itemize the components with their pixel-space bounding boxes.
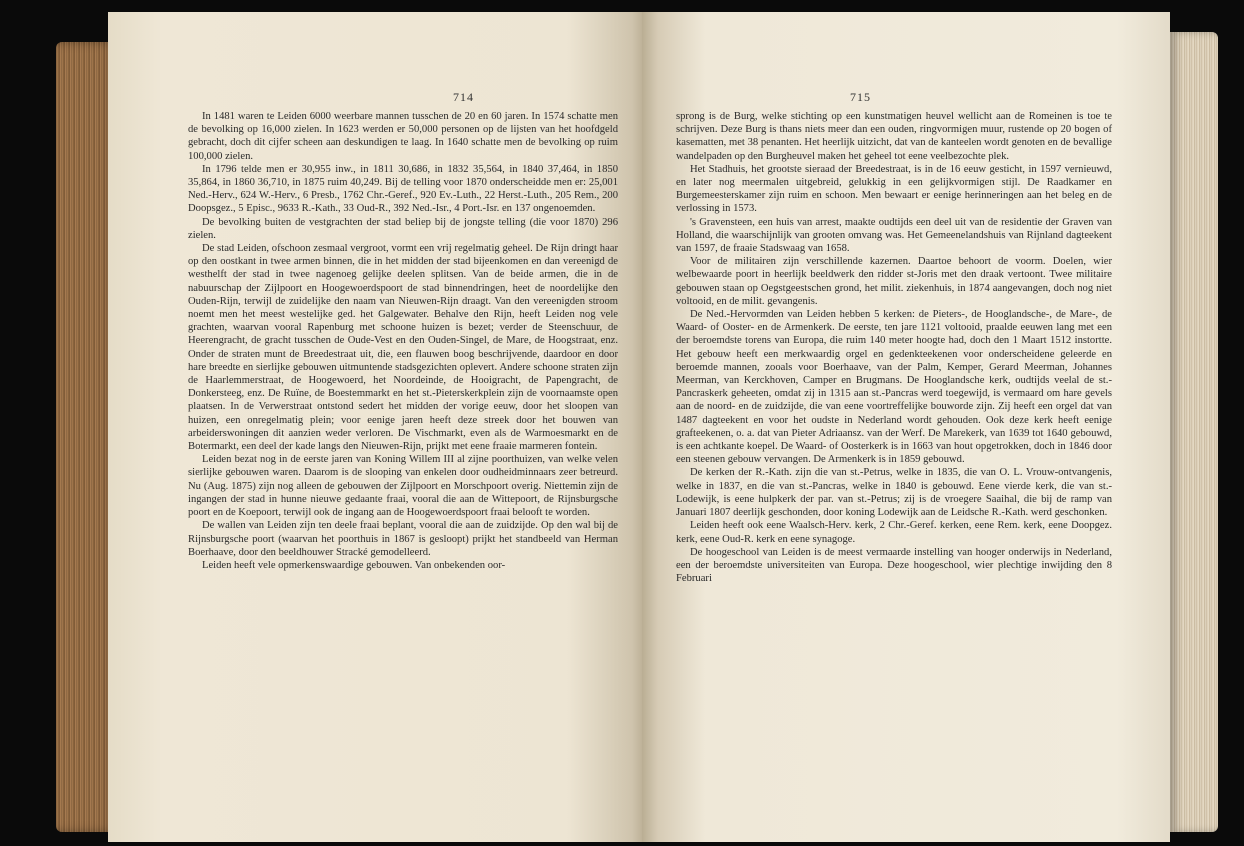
- right-page: [642, 12, 1170, 842]
- paragraph: Leiden bezat nog in de eerste jaren van Koning Willem III al zijne poorthuizen, van welke velen sierlijke gebouwen waren. Daarom is de slooping van enkelen door oudheidminnaars zeer betreurd. Nu (Aug. 1875) zijn nog alleen de gebouwen der Zijlpoort en Morschpoort overig. Niettemin zijn de ingangen der stad in hunne nieuwe gedaante fraai, vooral die aan de Wittepoort, de Rijnsburgsche poort en de Koepoort, terwijl ook de ingang aan de Hoogewoerdspoort fraai belooft te worden.: [188, 454, 618, 519]
- book-edge-left: [56, 42, 116, 832]
- paragraph: In 1796 telde men er 30,955 inw., in 1811 30,686, in 1832 35,564, in 1840 37,464, in 1850 35,864, in 1860 36,710, in 1875 ruim 40,249. Bij de telling voor 1870 onderscheidde men er: 25,001 Ned.-Herv., 624 W.-Herv., 6 Presb., 1762 Chr.-Geref., 920 Ev.-Luth., 22 Herst.-Luth., 205 Rem., 200 Doopsgez., 5 Episc., 9633 R.-Kath., 33 Oud-R., 392 Ned.-Isr., 4 Port.-Isr. en 137 ongenoemden.: [188, 163, 618, 215]
- paragraph: De Ned.-Hervormden van Leiden hebben 5 kerken: de Pieters-, de Hooglandsche-, de Mare-, de Waard- of Ooster- en de Armenkerk. De eerste, ten jare 1121 voltooid, praalde eeuwen lang met een der beroemdste torens van Europa, die ruim 140 meter hoogte had, doch den 1 Maart 1512 instortte. Het gebouw heeft een merkwaardig orgel en gedenkteekenen voor onderscheidene geleerde en beroemde mannen, zooals voor Boerhaave, van der Palm, Kemper, Gerard Meerman, Johannes Meerman, van Kerckhoven, Camper en Brugmans. De Hooglandsche kerk, oudtijds veelal de st.-Pancraskerk geheeten, omdat zij in 1315 aan st.-Pancras werd toegewijd, is vermaard om hare gevels aan de noord- en de zuidzijde, die van eene voortreffelijke bouworde zijn. Zij heeft een orgel dat van 1487 dagteekent en voor het oudste in Nederland wordt gehouden. Ook deze kerk heeft eenige grafteekenen, o. a. dat van Pieter Adriaansz. van der Werf. De Marekerk, van 1639 tot 1640 gebouwd, is een achtkante koepel. De Waard- of Oosterkerk is in 1663 van hout opgetrokken, doch in 1846 door een steenen gebouw vervangen. De Armenkerk is in 1859 gebouwd.: [676, 309, 1112, 466]
- paragraph: sprong is de Burg, welke stichting op een kunstmatigen heuvel wellicht aan de Romeinen is toe te schrijven. Deze Burg is thans niets meer dan een ouden, ringvormigen muur, rustende op 20 bogen of kasematten, met 38 penanten. Het heerlijk uitzicht, dat van de kanteelen wordt genoten en de bevallige wandelpaden op den Burgheuvel maken het geheel tot eene veelbezochte plek.: [676, 111, 1112, 162]
- paragraph: De hoogeschool van Leiden is de meest vermaarde instelling van hooger onderwijs in Nederland, een der beroemdste universiteiten van Europa. Deze hoogeschool, wier plechtige inwijding den 8 Februari: [676, 546, 1112, 585]
- book-edge-right: [1170, 32, 1218, 832]
- paragraph: De bevolking buiten de vestgrachten der stad beliep bij de jongste telling (die voor 1870) 296 zielen.: [188, 216, 618, 241]
- page-number-left: 714: [453, 90, 474, 104]
- paragraph: 's Gravensteen, een huis van arrest, maakte oudtijds een deel uit van de residentie der Graven van Holland, die waarschijnlijk van grooten omvang was. Het Gemeenelandshuis van Rijnland dagteekent van 1597, de fraaie Stadswaag van 1658.: [676, 216, 1112, 255]
- paragraph: Leiden heeft ook eene Waalsch-Herv. kerk, 2 Chr.-Geref. kerken, eene Rem. kerk, eene Doopgez. kerk, eene Oud-R. kerk en eene synagoge.: [676, 520, 1112, 545]
- paragraph: In 1481 waren te Leiden 6000 weerbare mannen tusschen de 20 en 60 jaren. In 1574 schatte men de bevolking op 16,000 zielen. In 1623 werden er 50,000 personen op de lijsten van het hoofdgeld gebracht, doch dit cijfer scheen aan deskundigen te laag. In 1640 schatte men de bevolking op ruim 100,000 zielen.: [188, 111, 618, 162]
- paragraph: De wallen van Leiden zijn ten deele fraai beplant, vooral die aan de zuidzijde. Op den wal bij de Rijnsburgsche poort (waarvan het poorthuis in 1867 is gesloopt) prijkt het standbeeld van Herman Boerhaave, door den beeldhouwer Stracké gemodelleerd.: [188, 520, 618, 558]
- page-number-right: 715: [850, 90, 871, 104]
- paragraph: De stad Leiden, ofschoon zesmaal vergroot, vormt een vrij regelmatig geheel. De Rijn dringt haar op den oostkant in twee armen binnen, die in het midden der stad bijeenkomen en dan vereenigd de westhelft der stad in twee nagenoeg gelijke deelen splitsen. Van de beide armen, die in de nabuurschap der Zijlpoort en Hoogewoerdspoort de stad binnendringen, heet de noordelijke den Ouden-Rijn, terwijl de zuidelijke den naam van Nieuwen-Rijn draagt. Van den vereenigden stroom noemt men het meest westelijke ged. het Galgewater. Behalve den Rijn, heeft Leiden nog vele grachten, waarvan vooral Rapenburg met schoone huizen is bezet; verder de Steenschuur, de Heerengracht, de gracht tusschen de Oude-Vest en den Ouden-Singel, de Mare, de Hoogstraat, enz. Onder de straten munt de Breedestraat uit, die, een flauwen boog beschrijvende, daardoor en door hare breedte en sierlijke gebouwen uitmuntende stadsgezichten oplevert. Andere schoone straten zijn de Haarlemmerstraat, de Hoogewoerd, het Noordeinde, de Hooigracht, de Papengracht, de Donkersteeg, enz. De Ruïne, de Boestemmarkt en het st.-Pieterskerkplein zijn de voornaamste open plaatsen. In de Verwerstraat ontstond sedert het midden der vorige eeuw, door het sloopen van huizen, een onregelmatig plein; voor eenige jaren heeft deze streek door het bouwen van arbeiderswoningen dit aanzien weder verloren. De Vischmarkt, even als de Warmoesmarkt en de Botermarkt, een deel der kade langs den Nieuwen-Rijn, prijkt met eene fraaie marmeren fontein.: [188, 243, 618, 453]
- left-page-text: [188, 110, 618, 572]
- right-page-text: [676, 110, 1112, 585]
- paragraph: Voor de militairen zijn verschillende kazernen. Daartoe behoort de voorm. Doelen, wier welbewaarde poort in heerlijk beeldwerk den ridder st-Joris met den draak vertoont. Twee militaire gebouwen staan op Oegstgeestschen grond, het milit. ziekenhuis, in 1874 aangevangen, doch nog niet voltooid, en de milit. gevangenis.: [676, 256, 1112, 307]
- paragraph: De kerken der R.-Kath. zijn die van st.-Petrus, welke in 1835, die van O. L. Vrouw-ontvangenis, welke in 1837, en die van st.-Pancras, welke in 1840 is gebouwd. Eene vierde kerk, die van st.-Lodewijk, is eene hulpkerk der par. van st.-Petrus; zij is de vroegere Saaihal, die bij de ramp van Januari 1807 deerlijk geschonden, door koning Lodewijk aan de Leidsche R.-Kath. werd geschonken.: [676, 467, 1112, 519]
- left-page: [108, 12, 648, 842]
- paragraph: Leiden heeft vele opmerkenswaardige gebouwen. Van onbekenden oor-: [202, 559, 506, 571]
- open-book: [38, 12, 1216, 842]
- paragraph: Het Stadhuis, het grootste sieraad der Breedestraat, is in de 16 eeuw gesticht, in 1597 vernieuwd, en later nog meermalen uitgebreid, gelukkig in een gelijkvormigen stijl. De Raadkamer en Burgemeesterskamer zijn ruim en schoon. Men bewaart er eenige herinneringen aan het beleg en de verlossing in 1573.: [676, 163, 1112, 215]
